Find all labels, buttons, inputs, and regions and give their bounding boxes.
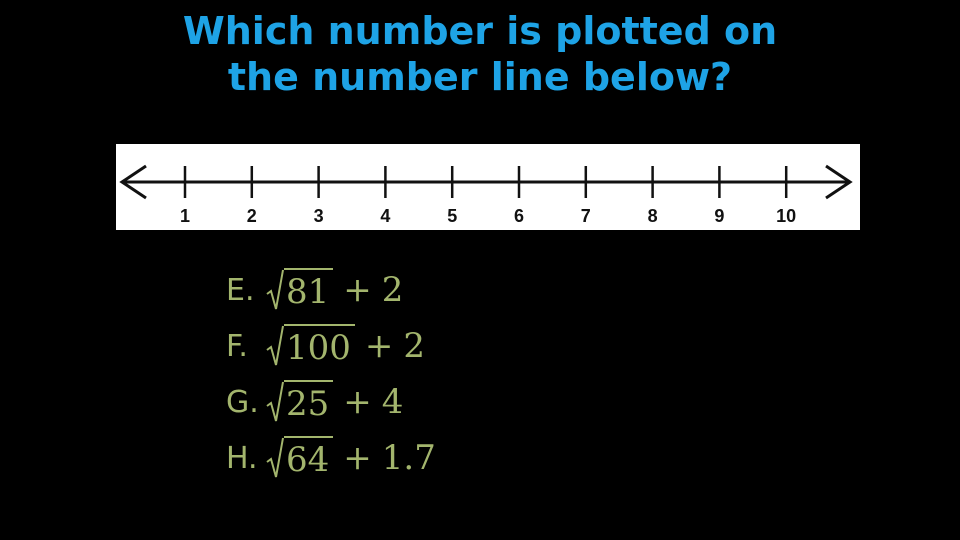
tick-label: 2 [246, 206, 257, 226]
number-line [116, 144, 860, 230]
addend: 1.7 [381, 438, 436, 478]
choice-expression [266, 436, 436, 480]
addend: 2 [381, 270, 404, 310]
choice-letter: F. [226, 328, 248, 364]
choice-letter: E. [226, 272, 255, 308]
tick-label: 7 [580, 206, 591, 226]
radical-sign-icon [266, 268, 284, 312]
choice-f [226, 318, 436, 374]
tick-label: 9 [714, 206, 725, 226]
radicand: 64 [284, 436, 333, 480]
tick-label: 1 [179, 206, 191, 226]
question-title-line-1: Which number is plotted on [182, 9, 778, 53]
addend: 4 [381, 382, 404, 422]
choice-letter: G. [226, 384, 259, 420]
tick-label: 8 [647, 206, 658, 226]
tick-label: 6 [513, 206, 525, 226]
choice-e [226, 262, 436, 318]
choice-expression [266, 324, 425, 368]
radical-sign-icon [266, 380, 284, 424]
choice-expression [266, 380, 403, 424]
choice-letter: H. [226, 440, 258, 476]
tick-label: 3 [313, 206, 324, 226]
plus-operator: + [364, 326, 394, 366]
choice-h [226, 430, 436, 486]
answer-choices [226, 262, 436, 486]
addend: 2 [403, 326, 426, 366]
square-root [266, 324, 355, 368]
radical-sign-icon [266, 436, 284, 480]
radicand: 100 [284, 324, 355, 368]
plus-operator: + [343, 382, 372, 422]
square-root [266, 436, 333, 480]
tick-label: 10 [776, 206, 797, 226]
number-line-panel [116, 144, 860, 230]
choice-expression [266, 268, 403, 312]
radicand: 25 [284, 380, 333, 424]
plus-operator: + [343, 438, 372, 478]
square-root [266, 268, 333, 312]
plus-operator: + [343, 270, 372, 310]
question-title-line-2: the number line below? [227, 55, 733, 99]
radical-sign-icon [266, 324, 284, 368]
square-root [266, 380, 333, 424]
tick-label: 4 [380, 206, 391, 226]
choice-g [226, 374, 436, 430]
radicand: 81 [284, 268, 333, 312]
question-title [0, 8, 960, 100]
tick-label: 5 [447, 206, 458, 226]
